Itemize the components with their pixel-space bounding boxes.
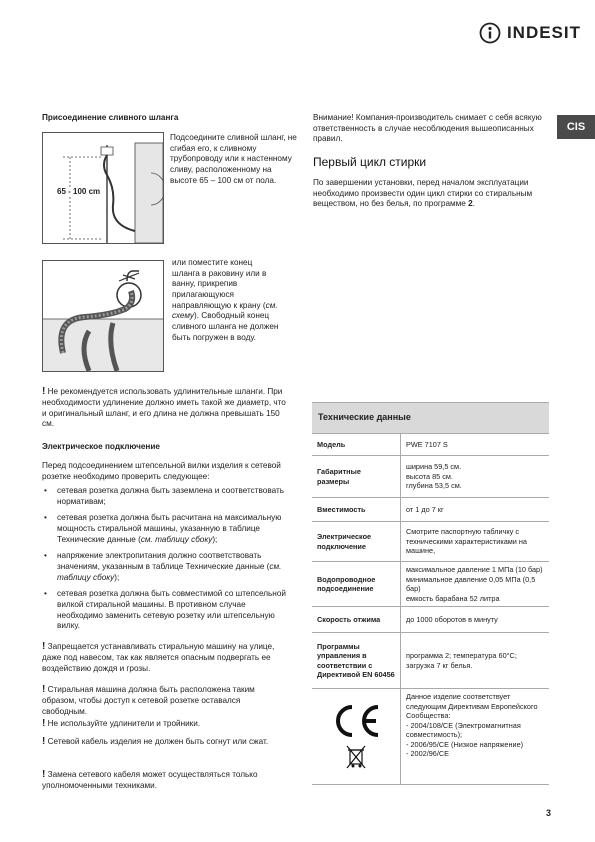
warning-text: Стиральная машина должна быть расположена таким образом, чтобы доступ к сетевой розетке оставался свободным. (42, 685, 255, 716)
checklist-ref: см. таблицу сбоку (140, 534, 213, 544)
checklist-tail: ); (114, 572, 120, 582)
table-row (312, 456, 549, 498)
brand-name: INDESIT (506, 23, 581, 42)
warning-text: Замена сетевого кабеля может осуществляться только уполномоченными техниками. (42, 770, 258, 790)
ce-mark-icon (328, 701, 384, 741)
warning-adapters (42, 717, 287, 730)
spec-value: до 1000 оборотов в минуту (401, 607, 550, 633)
page-number: 3 (545, 808, 551, 818)
ce-mark-cell (312, 689, 401, 785)
warning-text: Не рекомендуется использовать удлинительные шланги. При необходимости удлинение должно иметь такой же диаметр, что и оригинальный шланг, и его длина не должна превышать 150 см. (42, 387, 286, 429)
section-tab: CIS (557, 115, 595, 139)
warning-text: Запрещается устанавливать стиральную машину на улице, даже под навесом, так как является опасным подвергать ее воздействию дождя и грозы. (42, 642, 275, 673)
warning-extension-hose (42, 385, 287, 430)
weee-bin-icon (345, 744, 367, 770)
brand-logo (479, 22, 581, 44)
spec-key: Программы управления в соответствии с Директивой EN 60456 (312, 633, 401, 689)
spec-value: Смотрите паспортную табличку с техническими характеристиками на машине, (401, 522, 550, 562)
spec-key: Габаритные размеры (312, 456, 401, 498)
spec-value: PWE 7107 S (401, 434, 550, 456)
drain-title: Присоединение сливного шланга (42, 113, 179, 122)
drain-text-2-part-b: ). Свободный конец сливного шланга не должен быть погружен в воду. (172, 311, 279, 342)
checklist-item (42, 551, 287, 583)
warning-cable-bend (42, 735, 287, 748)
checklist-text: сетевая розетка должна быть расчитана на максимальную мощность стиральной машины, указанную в таблице Технические данные ( (57, 513, 282, 544)
electrical-intro: Перед подсоединением штепсельной вилки изделия к сетевой розетке необходимо проверить следующее: (42, 461, 281, 481)
spec-value: максимальное давление 1 МПа (10 бар) минимальное давление 0,05 МПа (0,5 бар) емкость барабана 52 литра (401, 562, 550, 607)
warning-text: Не используйте удлинители и тройники. (47, 719, 201, 728)
warning-text: Сетевой кабель изделия не должен быть согнут или сжат. (47, 737, 269, 746)
table-row (312, 633, 549, 689)
spec-table-title: Технические данные (312, 402, 549, 434)
first-cycle-text (313, 178, 553, 210)
table-row (312, 562, 549, 607)
height-label: 65 - 100 cm (57, 187, 101, 196)
ce-compliance-text: Данное изделие соответствует следующим Директивам Европейского Сообщества: - 2004/108/CE (Электромагнитная совместимость); - 2006/95/CE (Низкое напряжение) - 2002/96/CE (401, 689, 550, 785)
checklist-item (42, 513, 287, 545)
first-cycle-program: 2 (468, 199, 473, 209)
drain-sink-figure (42, 260, 164, 372)
checklist-ref: см. таблицу сбоку (57, 561, 282, 582)
table-row (312, 689, 549, 785)
drain-text-2-ref: см. схему (172, 300, 278, 321)
warning-icon: ! (42, 684, 46, 695)
table-row (312, 522, 549, 562)
drain-sink-illustration (43, 261, 163, 371)
spec-value: ширина 59,5 см. высота 85 см. глубина 53,5 см. (401, 456, 550, 498)
drain-text-2-part-a: или поместите конец шланга в раковину или в ванну, прикрепив прилагающуюся направляющую к крану ( (172, 258, 267, 310)
first-cycle-title: Первый цикл стирки (313, 155, 427, 169)
checklist-tail: ); (212, 534, 218, 544)
warning-outdoor (42, 640, 287, 674)
checklist-item (42, 486, 287, 507)
first-cycle-text-b: . (472, 199, 475, 209)
spec-key: Электрическое подключение (312, 522, 401, 562)
warning-socket-access (42, 683, 287, 717)
spec-key: Модель (312, 434, 401, 456)
spec-key: Вместимость (312, 498, 401, 522)
first-cycle-text-a: По завершении установки, перед началом эксплуатации необходимо произвести один цикл стирки со стиральным веществом, но без белья, по программе (313, 178, 533, 209)
spec-key: Скорость отжима (312, 607, 401, 633)
warning-icon: ! (42, 736, 46, 747)
drain-height-figure (42, 132, 164, 244)
checklist-text: сетевая розетка должна быть заземлена и соответствовать нормативам; (57, 486, 284, 506)
spec-table-block (312, 402, 549, 785)
drain-text-1: Подсоедините сливной шланг, не сгибая его, к сливному трубопроводу или к настенному сливу, расположенному на высоте 65 – 100 см от пола. (170, 133, 297, 185)
drain-text-2 (172, 258, 282, 343)
warning-icon: ! (42, 386, 46, 397)
warning-icon: ! (42, 641, 46, 652)
warning-cable-replace (42, 768, 287, 792)
electrical-checklist (42, 486, 287, 638)
checklist-text: сетевая розетка должна быть совместимой со штепсельной вилкой стиральной машины. В противном случае необходимо заменить сетевую розетку или штепсельную вилку. (57, 589, 286, 631)
brand-mark-icon (479, 22, 501, 44)
table-row (312, 498, 549, 522)
spec-value: от 1 до 7 кг (401, 498, 550, 522)
manufacturer-disclaimer: Внимание! Компания-производитель снимает с себя всякую ответственность в случае несоблюдения вышеописанных правил. (313, 113, 542, 144)
checklist-item (42, 589, 287, 632)
warning-icon: ! (42, 769, 46, 780)
table-row (312, 607, 549, 633)
spec-key: Водопроводное подсоединение (312, 562, 401, 607)
spec-table (312, 434, 549, 785)
warning-icon: ! (42, 718, 46, 729)
table-row (312, 434, 549, 456)
electrical-title: Электрическое подключение (42, 442, 160, 451)
spec-value: программа 2; температура 60°С; загрузка 7 кг белья. (401, 633, 550, 689)
checklist-text: напряжение электропитания должно соответствовать значениям, указанным в таблице Технические данные ( (57, 551, 270, 571)
